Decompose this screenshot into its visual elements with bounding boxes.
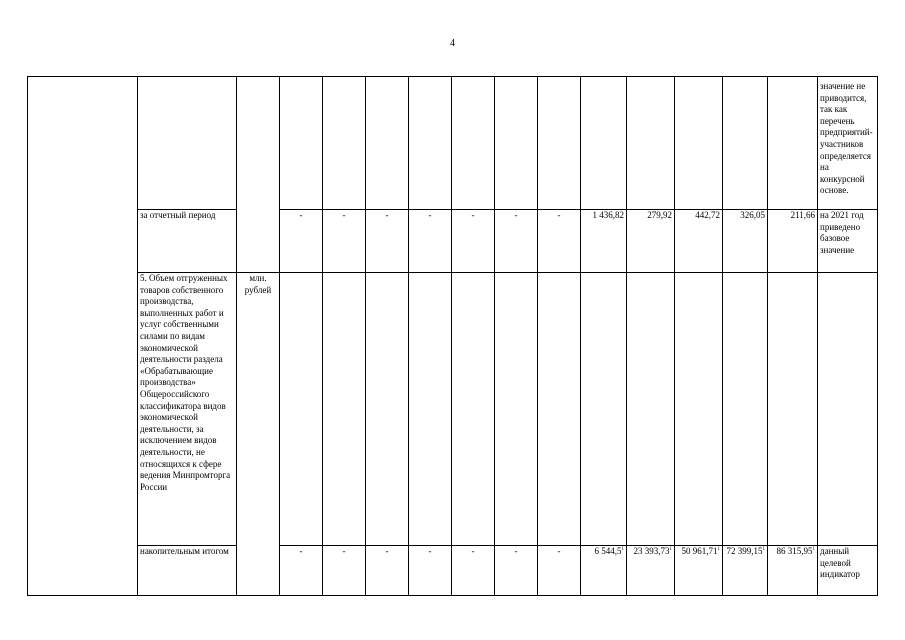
value-cell: 326,05	[723, 210, 768, 273]
value-cell: 86 315,95$^1$	[768, 546, 818, 596]
row-label	[138, 77, 237, 210]
value-cell: -	[495, 210, 538, 273]
value-cell: -	[366, 210, 409, 273]
footnote-mark: 1	[669, 547, 672, 552]
value-cell: 279,92	[627, 210, 675, 273]
unit-cell: млн. рублей	[237, 273, 280, 596]
note-cell	[818, 273, 878, 546]
value-cell: -	[280, 210, 323, 273]
indicator-table	[27, 76, 878, 596]
value-cell: -	[452, 546, 495, 596]
footnote-mark: 1	[621, 547, 624, 552]
table-row	[28, 210, 878, 273]
value-cell: 72 399,15$^1$	[723, 546, 768, 596]
indicator-name: 5. Объем отгруженных товаров собственного производства, выполненных работ и услуг собственными силами по видам экономической деятельности раздела «Обрабатывающие производства» Общероссийского классификатора видов экономической деятельности, за исключением видов деятельности, не относящихся к сфере ведения Минпромторга России	[138, 273, 237, 546]
value-cell: 211,66	[768, 210, 818, 273]
value-cell: -	[452, 210, 495, 273]
value-cell: -	[538, 546, 581, 596]
table-row	[28, 546, 878, 596]
value-cell: -	[409, 210, 452, 273]
empty-number-cell	[28, 77, 138, 596]
value-cell: -	[538, 210, 581, 273]
footnote-mark: 1	[717, 547, 720, 552]
value-cell: 1 436,82	[581, 210, 627, 273]
row-label: за отчетный период	[138, 210, 237, 273]
value-cell: -	[280, 546, 323, 596]
footnote-mark: 1	[762, 547, 765, 552]
row-label: накопительным итогом	[138, 546, 237, 596]
table-row	[28, 77, 878, 210]
value-cell: 50 961,71$^1$	[675, 546, 723, 596]
value-cell: -	[323, 546, 366, 596]
note-cell: данный целевой индикатор	[818, 546, 878, 596]
value-cell: 6 544,5$^1$	[581, 546, 627, 596]
footnote-mark: 1	[812, 547, 815, 552]
value-cell: -	[409, 546, 452, 596]
value-cell: 23 393,73$^1$	[627, 546, 675, 596]
value-cell: 442,72	[675, 210, 723, 273]
note-cell: значение не приводится, так как перечень предприятий-участников определяется на конкурсной основе.	[818, 77, 878, 210]
value-cell: -	[366, 546, 409, 596]
value-cell: -	[323, 210, 366, 273]
value-cell: -	[495, 546, 538, 596]
unit-cell	[237, 77, 280, 273]
page-number: 4	[450, 38, 455, 49]
table-row	[28, 273, 878, 546]
note-cell: на 2021 год приведено базовое значение	[818, 210, 878, 273]
